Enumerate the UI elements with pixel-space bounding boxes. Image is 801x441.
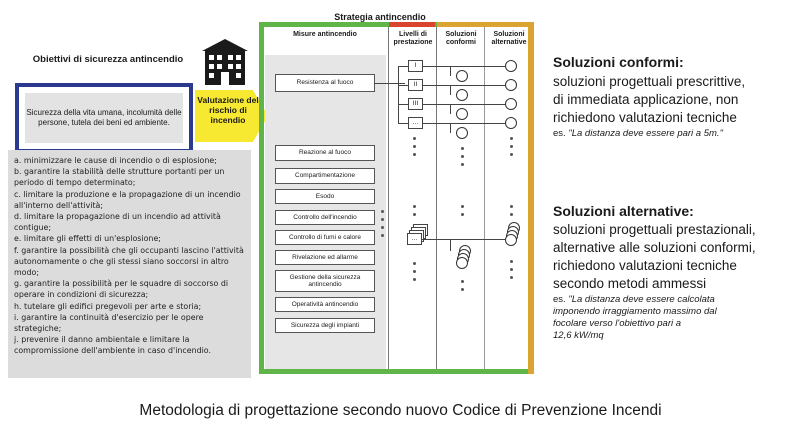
measure-box: Resistenza al fuoco	[275, 74, 375, 92]
objectives-text: Sicurezza della vita umana, incolumità delle persone, tutela dei beni ed ambiente.	[25, 93, 183, 143]
level-box: I	[408, 60, 423, 72]
measure-box: Rivelazione ed allarme	[275, 250, 375, 265]
connector-line	[450, 104, 451, 114]
connector-line	[398, 66, 408, 67]
connector-line	[398, 85, 408, 86]
column-divider	[484, 27, 485, 369]
connector-line	[450, 85, 451, 95]
col-conformi-title: Soluzioni conformi	[445, 31, 477, 46]
measure-box: Sicurezza degli impianti	[275, 318, 375, 333]
conformi-text: soluzioni progettuali prescrittive, di immediata applicazione, non richiedono valutazioni tecniche	[553, 74, 746, 125]
measure-box: Gestione della sicurezza antincendio	[275, 270, 375, 292]
connector-line	[423, 123, 506, 124]
objectives-list	[8, 150, 251, 378]
connector-line	[422, 239, 506, 240]
solution-circle	[505, 234, 517, 246]
alternative-example: es. "La distanza deve essere calcolata imponendo irraggiamento massimo dal focolare verso l'obiettivo pari a 12,6 kW/mq	[553, 294, 717, 341]
col-livelli-title: Livelli di prestazione	[393, 31, 433, 46]
ellipsis-dot	[413, 262, 416, 265]
list-item: d. limitare la propagazione di un incendio ad attività contigue;	[14, 212, 221, 233]
ellipsis-dot	[461, 205, 464, 208]
connector-line	[398, 66, 399, 124]
list-item: h. tutelare gli edifici pregevoli per arte e storia;	[14, 301, 202, 311]
ellipsis-dot	[381, 218, 384, 221]
solution-circle	[456, 257, 468, 269]
objectives-box	[15, 83, 193, 153]
solution-circle	[505, 98, 517, 110]
ellipsis-dot	[510, 137, 513, 140]
measure-box: Controllo di fumi e calore	[275, 230, 375, 245]
ellipsis-dot	[510, 260, 513, 263]
ellipsis-dot	[413, 205, 416, 208]
ellipsis-dot	[381, 210, 384, 213]
conformi-heading: Soluzioni conformi:	[553, 54, 684, 70]
ellipsis-dot	[510, 153, 513, 156]
alternative-heading: Soluzioni alternative:	[553, 203, 694, 219]
solutions-bar-right	[528, 22, 534, 374]
ellipsis-dot	[510, 213, 513, 216]
connector-line	[450, 66, 451, 76]
measure-box: Compartimentazione	[275, 168, 375, 184]
column-divider	[388, 27, 389, 369]
ellipsis-dot	[510, 145, 513, 148]
connector-line	[398, 104, 408, 105]
levels-bar	[389, 22, 435, 27]
measure-box: Controllo dell'incendio	[275, 210, 375, 225]
level-box: III	[408, 98, 423, 110]
solution-circle	[456, 89, 468, 101]
list-item: j. prevenire il danno ambientale e limitare la compromissione dell'ambiente in caso d'incendio.	[14, 335, 211, 356]
col-alternative-title: Soluzioni alternative	[491, 31, 527, 46]
solution-circle	[456, 70, 468, 82]
connector-line	[423, 104, 506, 105]
ellipsis-dot	[413, 137, 416, 140]
list-item: b. garantire la stabilità delle strutture portanti per un periodo di tempo determinato;	[14, 167, 225, 188]
conformi-example: es. "La distanza deve essere pari a 5m."	[553, 128, 723, 139]
objectives-title: Obiettivi di sicurezza antincendio	[32, 54, 184, 65]
ellipsis-dot	[413, 153, 416, 156]
ellipsis-dot	[413, 213, 416, 216]
ellipsis-dot	[461, 288, 464, 291]
connector-line	[423, 66, 506, 67]
solutions-bar-top	[437, 22, 534, 27]
solution-circle	[456, 108, 468, 120]
ellipsis-dot	[413, 145, 416, 148]
ellipsis-dot	[510, 268, 513, 271]
col-misure-title: Misure antincendio	[293, 31, 357, 38]
strategy-title: Strategia antincendio	[334, 12, 426, 22]
measure-box: Operatività antincendio	[275, 297, 375, 312]
level-box: ...	[408, 117, 423, 129]
list-item: e. limitare gli effetti di un'esplosione;	[14, 234, 161, 244]
solution-circle	[505, 79, 517, 91]
solution-circle	[505, 117, 517, 129]
measure-box: Reazione al fuoco	[275, 145, 375, 161]
connector-line	[375, 83, 405, 84]
level-box: ...	[407, 233, 422, 245]
connector-line	[450, 239, 451, 251]
ellipsis-dot	[510, 205, 513, 208]
ellipsis-dot	[381, 226, 384, 229]
building-icon	[200, 37, 250, 85]
ellipsis-dot	[510, 276, 513, 279]
valutazione-label: Valutazione del rischio di incendio	[197, 95, 259, 125]
list-item: a. minimizzare le cause di incendio o di esplosione;	[14, 156, 217, 165]
ellipsis-dot	[381, 234, 384, 237]
ellipsis-dot	[413, 270, 416, 273]
solution-circle	[505, 60, 517, 72]
measure-box: Esodo	[275, 189, 375, 204]
page-caption: Metodologia di progettazione secondo nuovo Codice di Prevenzione Incendi	[139, 402, 662, 419]
ellipsis-dot	[461, 213, 464, 216]
level-box: II	[408, 79, 423, 91]
alternative-text: soluzioni progettuali prestazionali, alternative alle soluzioni conformi, richiedono valutazioni tecniche secondo metodi ammessi	[553, 222, 756, 291]
list-item: c. limitare la produzione e la propagazione di un incendio all'interno dell'attività;	[14, 189, 241, 210]
solution-circle	[456, 127, 468, 139]
list-item: f. garantire la possibilità che gli occupanti lascino l'attività autonomamente o che gli stessi siano soccorsi in altro modo;	[14, 245, 244, 278]
ellipsis-dot	[413, 278, 416, 281]
ellipsis-dot	[461, 280, 464, 283]
list-item: g. garantire la possibilità per le squadre di soccorso di operare in condizioni di sicurezza;	[14, 279, 229, 300]
ellipsis-dot	[461, 147, 464, 150]
connector-line	[398, 123, 408, 124]
ellipsis-dot	[461, 155, 464, 158]
list-item: i. garantire la continuità d'esercizio per le opere strategiche;	[14, 312, 204, 334]
connector-line	[423, 85, 506, 86]
connector-line	[450, 123, 451, 133]
column-divider	[436, 27, 437, 369]
ellipsis-dot	[461, 163, 464, 166]
